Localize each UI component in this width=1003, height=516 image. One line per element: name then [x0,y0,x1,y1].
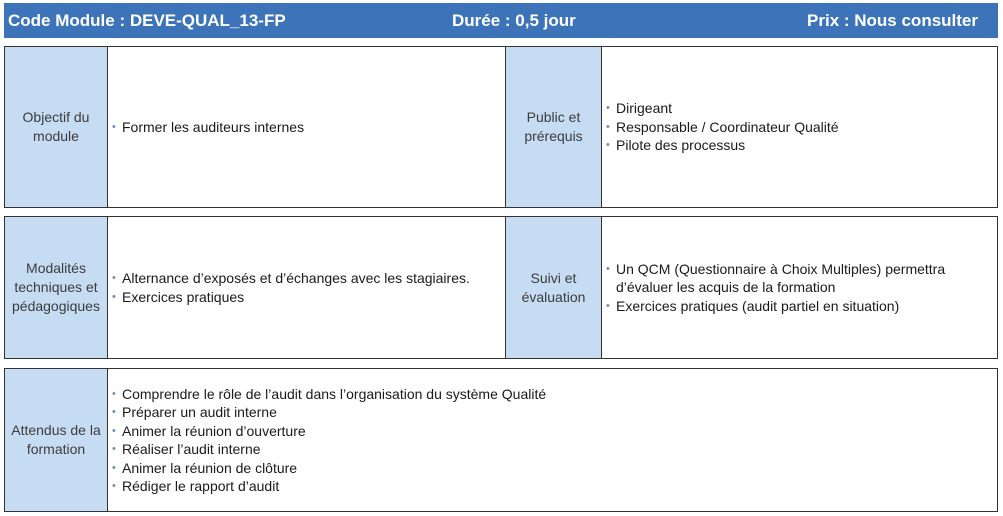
list-item: • Exercices pratiques (audit partiel en situation) [604,297,984,316]
public-content [601,47,997,207]
attendus-content [107,369,997,511]
list-item: • Préparer un audit interne [110,403,997,422]
module-header [4,3,998,38]
section-modalites-suivi [4,216,998,359]
list-item: • Exercices pratiques [110,288,505,307]
list-item: • Un QCM (Questionnaire à Choix Multiples) permettra d’évaluer les acquis de la formation [604,260,984,297]
list-item: • Pilote des processus [604,136,997,155]
list-item: • Réaliser l’audit interne [110,440,997,459]
module-price: Prix : Nous consulter [807,11,978,30]
list-item: • Animer la réunion d’ouverture [110,422,997,441]
section-attendus [4,368,998,512]
list-item: • Responsable / Coordinateur Qualité [604,118,997,137]
section-objectif-public [4,46,998,208]
list-item: • Animer la réunion de clôture [110,459,997,478]
list-item: • Rédiger le rapport d’audit [110,477,997,496]
modalites-label: Modalités techniques et pédagogiques [5,217,107,358]
list-item: • Alternance d’exposés et d’échanges avec les stagiaires. [110,269,505,288]
module-duration: Durée : 0,5 jour [452,11,576,30]
list-item: • Dirigeant [604,99,997,118]
public-label: Public et prérequis [505,47,601,207]
suivi-content [601,217,997,358]
objectif-label: Objectif du module [5,47,107,207]
modalites-content [107,217,505,358]
objectif-content [107,47,505,207]
attendus-label: Attendus de la formation [5,369,107,511]
module-code: Code Module : DEVE-QUAL_13-FP [8,11,286,30]
suivi-label: Suivi et évaluation [505,217,601,358]
list-item: • Comprendre le rôle de l’audit dans l’organisation du système Qualité [110,385,997,404]
list-item: • Former les auditeurs internes [110,118,505,137]
